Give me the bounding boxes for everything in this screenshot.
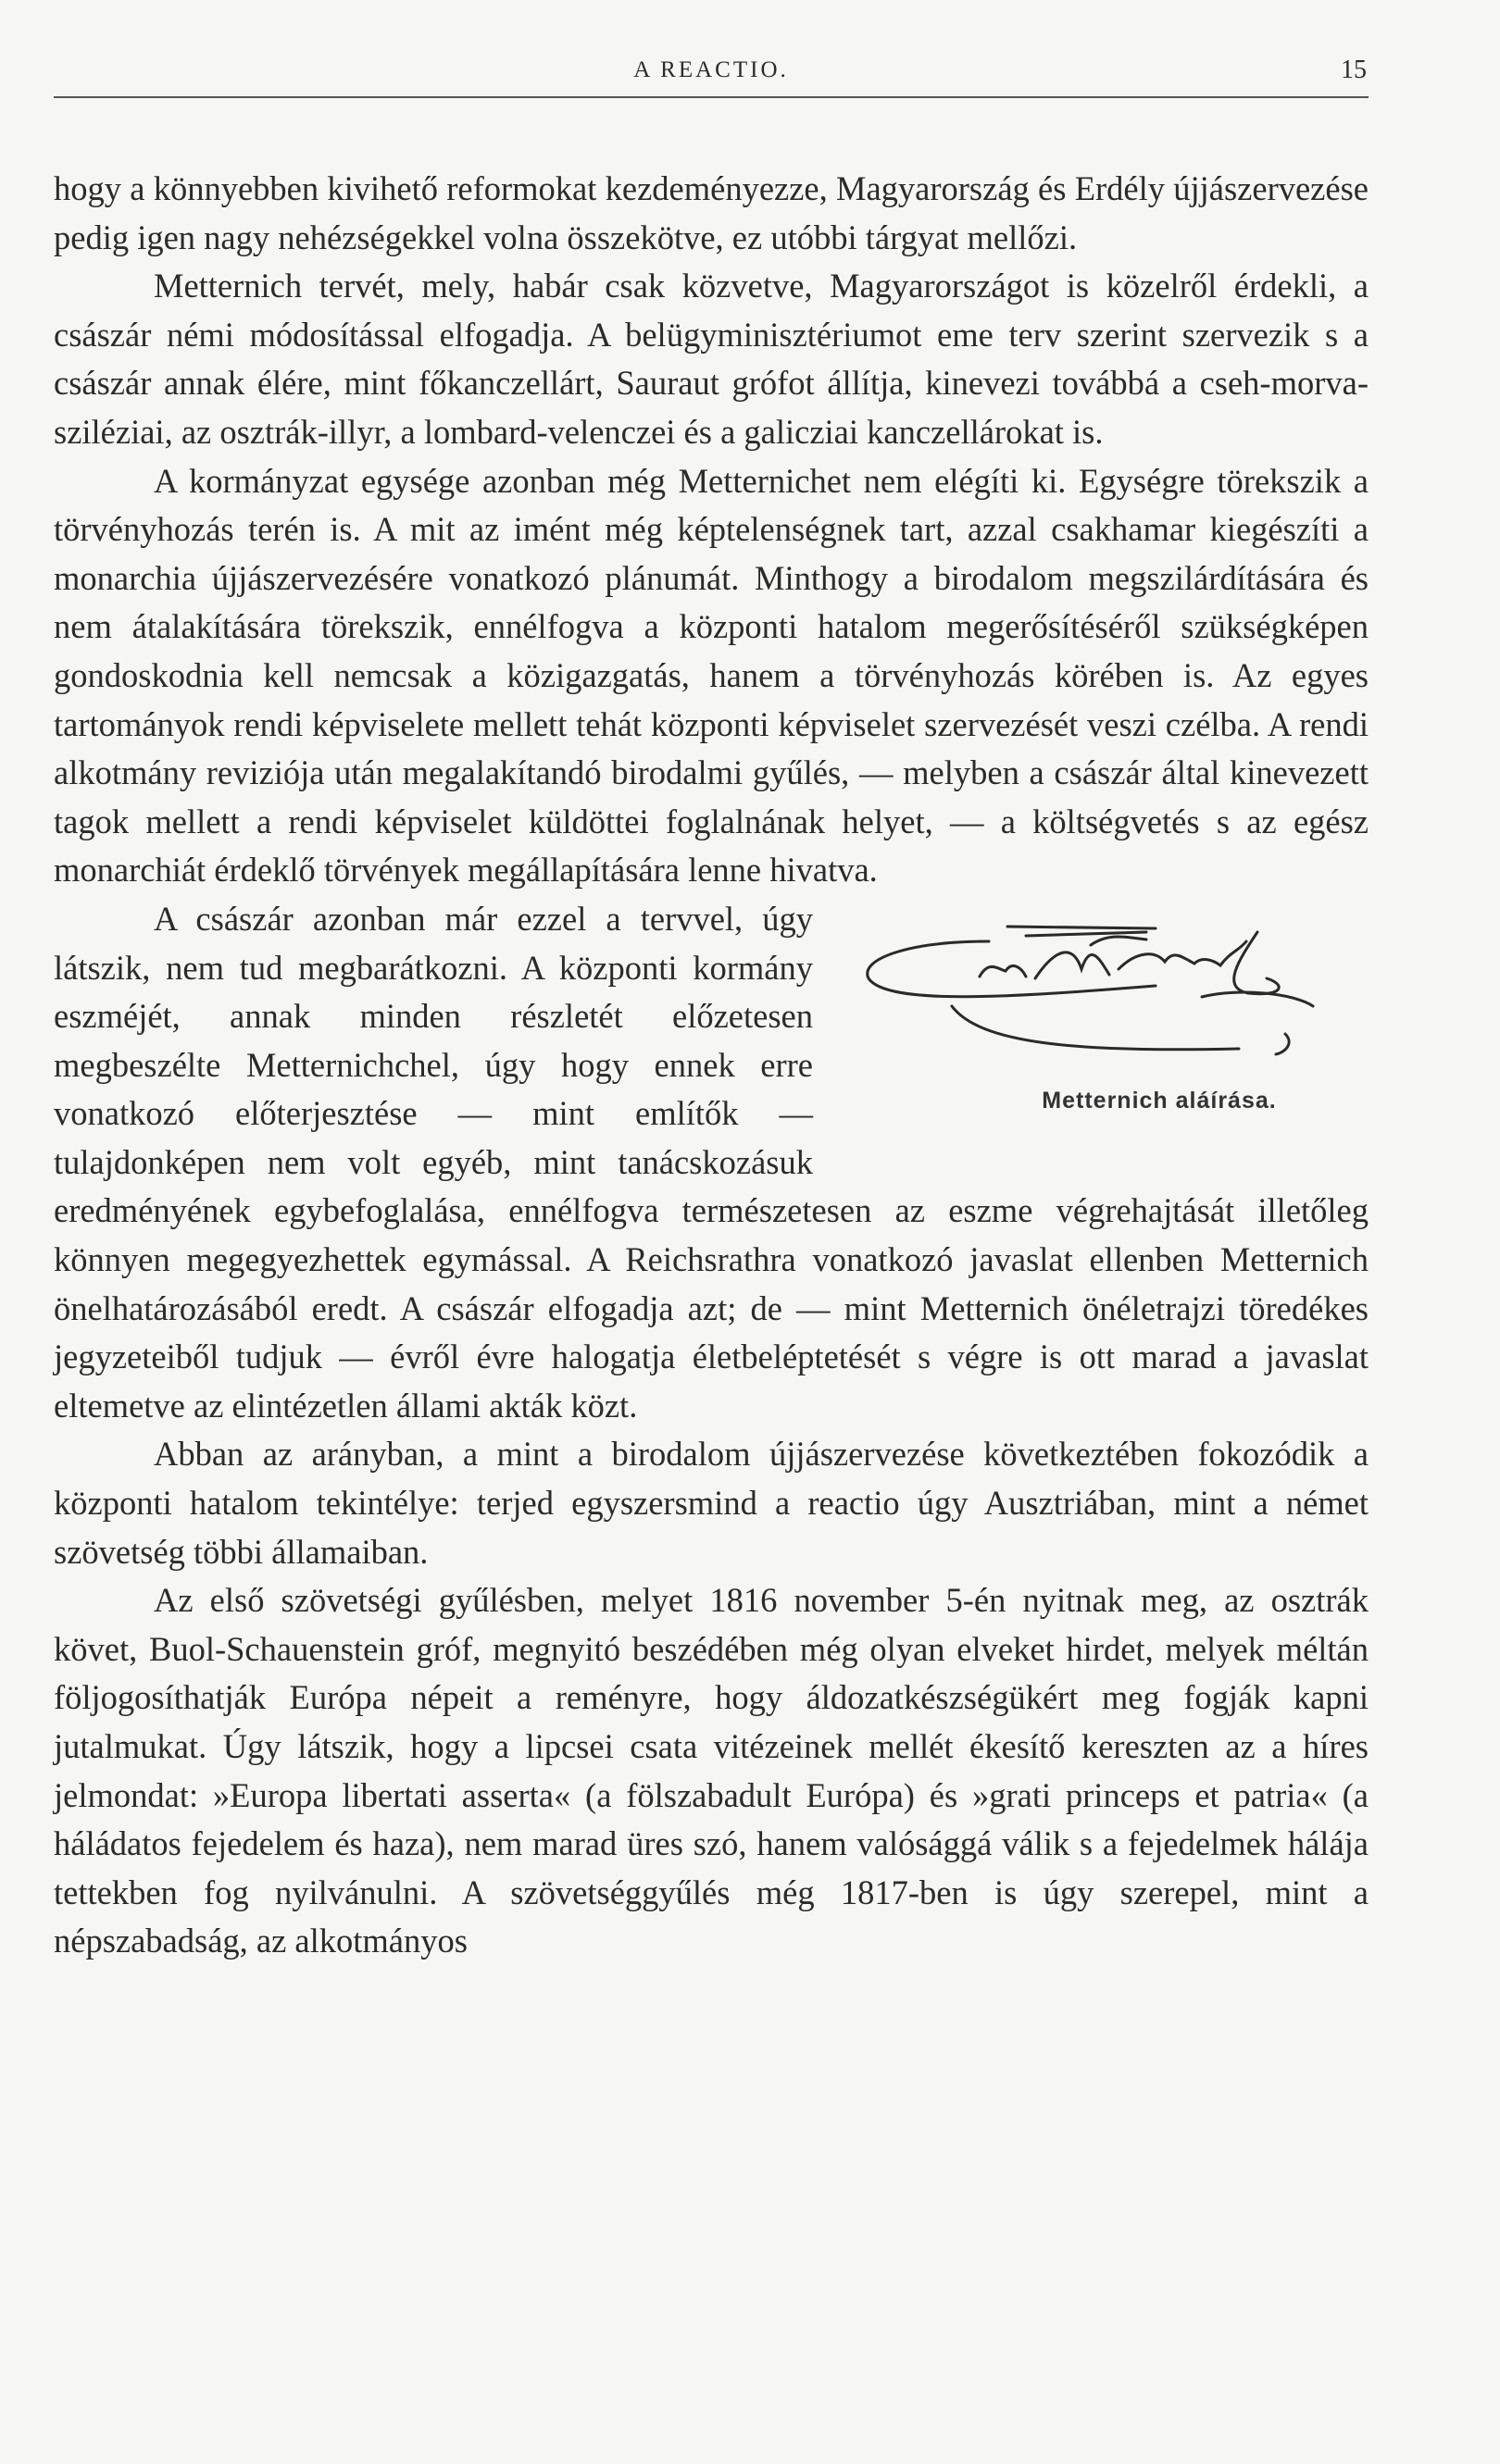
paragraph-4-text: A császár azonban már ezzel a tervvel, úgy látszik, nem tud megbarátkozni. A központi kormány eszméjét, annak minden részletét előzetesen megbeszélte Metternichchel, úgy hogy ennek erre vonatkozó előterjesztése — mint említők — tulajdonképen nem volt egyéb, mint tanácskozásuk eredményének egybefoglalása, ennélfogva természetesen az eszme végrehajtását illetőleg könnyen megegyezhettek egymással. A Reichsrathra vonatkozó javaslat ellenben Metternich önelhatározásából eredt. A császár elfogadja azt; de — mint Metternich önéletrajzi töredékes jegyzeteiből tudjuk — évről évre halogatja életbeléptetését s végre is ott marad a javaslat eltemetve az elintézetlen állami akták közt. [54,899,1369,1425]
page-number: 15 [1341,56,1367,84]
paragraph-3: A kormányzat egysége azonban még Metternichet nem elégíti ki. Egységre törekszik a törvényhozás terén is. A mit az imént még képtelenségnek tart, azzal csakhamar kiegészíti a monarchia újjászervezésére vonatkozó plánumát. Minthogy a birodalom megszilárdítására és nem átalakítására törekszik, ennélfogva a központi hatalom megerősítéséről szükségképen gondoskodnia kell nemcsak a közigazgatás, hanem a törvényhozás körében is. Az egyes tartományok rendi képviselete mellett tehát központi képviselet szervezését veszi czélba. A rendi alkotmány reviziója után megalakítandó birodalmi gyűlés, — melyben a császár által kinevezett tagok mellett a rendi képviselet küldöttei foglalnának helyet, — a költségvetés s az egész monarchiát érdeklő törvények megállapítására lenne hivatva. [54,461,1369,890]
paragraph-5: Abban az arányban, a mint a birodalom újjászervezése következtében fokozódik a központi hatalom tekintélye: terjed egyszersmind a reactio úgy Ausztriában, mint a német szövetség többi államaiban. [54,1435,1369,1571]
paragraph-2: Metternich tervét, mely, habár csak közvetve, Magyarországot is közelről érdekli, a császár némi módosítással elfogadja. A belügyminisztériumot eme terv szerint szervezik s a császár annak élére, mint főkanczellárt, Sauraut grófot állítja, kinevezi továbbá a cseh-morva-sziléziai, az osztrák-illyr, a lombard-velenczei és a galicziai kanczellárokat is. [54,267,1369,451]
signature-icon [850,904,1369,1089]
signature-figure [850,904,1369,1164]
running-title: A REACTIO. [633,57,789,82]
body-text [54,165,1369,1966]
paragraph-1: hogy a könnyebben kivihető reformokat kezdeményezze, Magyarország és Erdély újjászervezése pedig igen nagy nehézségekkel volna összekötve, ez utóbbi tárgyat mellőzi. [54,169,1369,256]
page-header [54,50,1369,98]
signature-caption: Metternich aláírása. [1042,1087,1277,1114]
paragraph-6: Az első szövetségi gyűlésben, melyet 1816 november 5-én nyitnak meg, az osztrák követ, Buol-Schauenstein gróf, megnyitó beszédében még olyan elveket hirdet, melyek méltán följogosíthatják Európa népeit a reményre, hogy áldozatkészségükért meg fogják kapni jutalmukat. Úgy látszik, hogy a lipcsei csata vitézeinek mellét ékesítő kereszten az a híres jelmondat: »Europa libertati asserta« (a fölszabadult Európa) és »grati princeps et patria« (a háládatos fejedelem és haza), nem marad üres szó, hanem valósággá válik s a fejedelmek hálája tettekben fog nyilvánulni. A szövetséggyűlés még 1817-ben is úgy szerepel, mint a népszabadság, az alkotmányos [54,1581,1369,1960]
paragraph-4 [54,895,1369,1431]
